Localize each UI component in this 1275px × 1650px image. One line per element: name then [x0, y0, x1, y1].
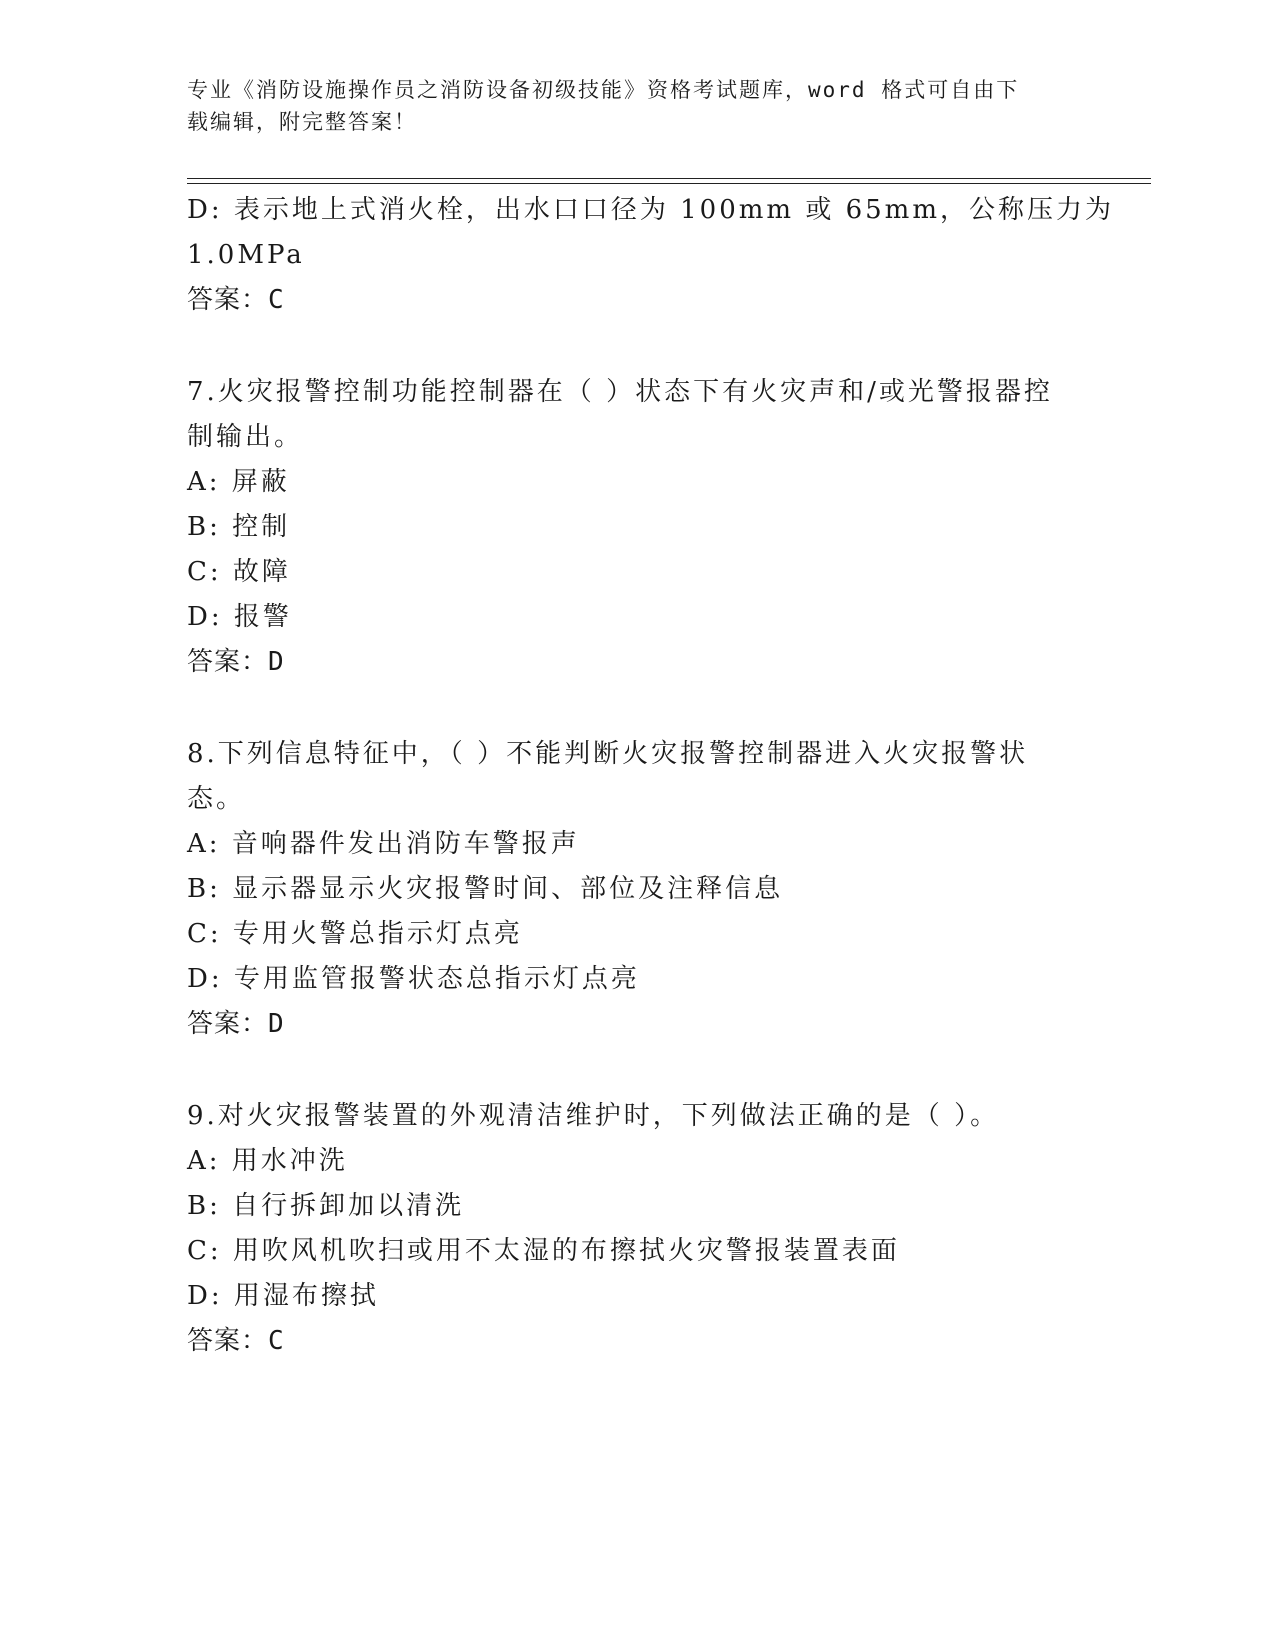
option-c: C: 专用火警总指示灯点亮	[187, 919, 523, 949]
option-b: B: 控制	[187, 512, 291, 542]
option-c: C: 故障	[187, 557, 291, 587]
question-stem: 7.火灾报警控制功能控制器在（ ）状态下有火灾声和/或光警报器控	[187, 377, 1053, 407]
answer: 答案：C	[187, 285, 285, 315]
header-divider-top	[187, 178, 1151, 179]
option-c: C: 用吹风机吹扫或用不太湿的布擦拭火灾警报装置表面	[187, 1236, 900, 1266]
option-d: D: 表示地上式消火栓，出水口口径为 100mm 或 65mm，公称压力为	[187, 195, 1114, 225]
document-body	[187, 188, 1114, 1364]
answer: 答案：C	[187, 1326, 285, 1356]
option-d-continued: 1.0MPa	[187, 240, 305, 270]
previous-question-tail	[187, 188, 1114, 323]
option-a: A: 音响器件发出消防车警报声	[187, 829, 580, 859]
header-divider-bottom	[187, 183, 1151, 184]
answer: 答案：D	[187, 647, 285, 677]
document-header	[187, 74, 1067, 138]
option-a: A: 用水冲洗	[187, 1146, 348, 1176]
option-a: A: 屏蔽	[187, 467, 290, 497]
option-d: D: 用湿布擦拭	[187, 1281, 379, 1311]
spacer	[187, 1047, 1087, 1094]
question-8	[187, 732, 1087, 1047]
option-d: D: 专用监管报警状态总指示灯点亮	[187, 964, 640, 994]
header-line-1: 专业《消防设施操作员之消防设备初级技能》资格考试题库，word 格式可自由下	[187, 78, 1020, 102]
header-line-2: 载编辑，附完整答案！	[187, 110, 417, 134]
question-7	[187, 370, 1087, 685]
question-stem: 8.下列信息特征中，（ ）不能判断火灾报警控制器进入火灾报警状	[187, 739, 1029, 769]
question-stem: 9.对火灾报警装置的外观清洁维护时，下列做法正确的是（ ）。	[187, 1101, 1000, 1131]
question-9	[187, 1094, 1087, 1364]
question-stem-continued: 态。	[187, 784, 246, 814]
option-d: D: 报警	[187, 602, 292, 632]
spacer	[187, 685, 1087, 732]
option-b: B: 自行拆卸加以清洗	[187, 1191, 465, 1221]
spacer	[187, 323, 1087, 370]
option-b: B: 显示器显示火灾报警时间、部位及注释信息	[187, 874, 784, 904]
answer: 答案：D	[187, 1009, 285, 1039]
question-stem-continued: 制输出。	[187, 422, 304, 452]
